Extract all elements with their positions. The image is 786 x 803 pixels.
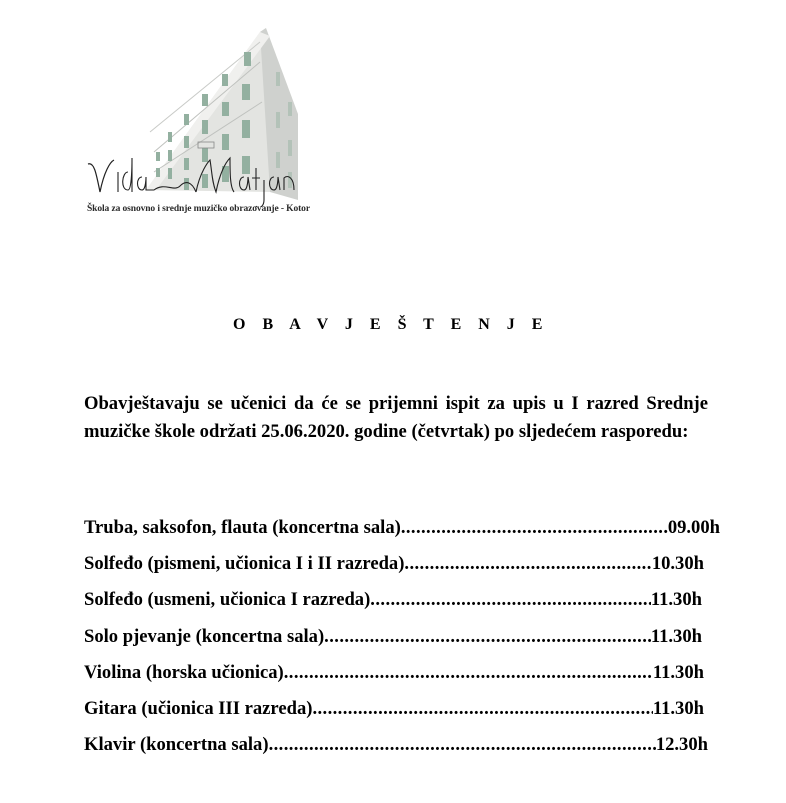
schedule-row <box>84 731 708 767</box>
schedule-subject: Solfeđo (usmeni, učionica I razreda) <box>84 589 371 611</box>
schedule-row <box>84 550 704 586</box>
dot-leader <box>404 550 651 578</box>
schedule-row <box>84 659 704 695</box>
dot-leader <box>284 659 653 687</box>
schedule-row <box>84 514 720 550</box>
schedule-subject: Gitara (učionica III razreda) <box>84 697 313 719</box>
logo-subtitle: Škola za osnovno i srednje muzičko obrazovanje - Kotor <box>87 204 310 214</box>
schedule-time: 11.30h <box>652 697 704 719</box>
exam-schedule <box>84 514 724 767</box>
schedule-row <box>84 623 702 659</box>
dot-leader <box>324 623 651 651</box>
schedule-subject: Solo pjevanje (koncertna sala) <box>84 625 325 647</box>
schedule-time: 10.30h <box>651 553 704 575</box>
schedule-subject: Violina (horska učionica) <box>84 661 284 683</box>
intro-paragraph: Obavještavaju se učenici da će se prijemni ispit za upis u I razred Srednje muzičke škole održati 25.06.2020. godine (četvrtak) po sljedećem rasporedu: <box>84 393 708 442</box>
document-title <box>0 316 786 334</box>
schedule-subject: Truba, saksofon, flauta (koncertna sala) <box>84 517 401 538</box>
schedule-time: 11.30h <box>650 625 702 647</box>
schedule-time: 12.30h <box>655 734 708 756</box>
document-title-text: O B A V J E Š T E N J E <box>233 316 549 333</box>
school-logo <box>84 22 310 222</box>
schedule-row <box>84 695 704 731</box>
schedule-subject: Klavir (koncertna sala) <box>84 734 269 756</box>
dot-leader <box>269 731 656 759</box>
schedule-row <box>84 586 702 622</box>
building-illustration-icon <box>84 22 304 207</box>
dot-leader <box>312 695 652 723</box>
dot-leader <box>370 586 651 614</box>
schedule-time: 11.30h <box>652 661 704 683</box>
dot-leader <box>401 514 668 542</box>
schedule-time: 11.30h <box>650 589 702 611</box>
schedule-time: 09.00h <box>667 517 720 538</box>
schedule-subject: Solfeđo (pismeni, učionica I i II razreda) <box>84 553 405 575</box>
